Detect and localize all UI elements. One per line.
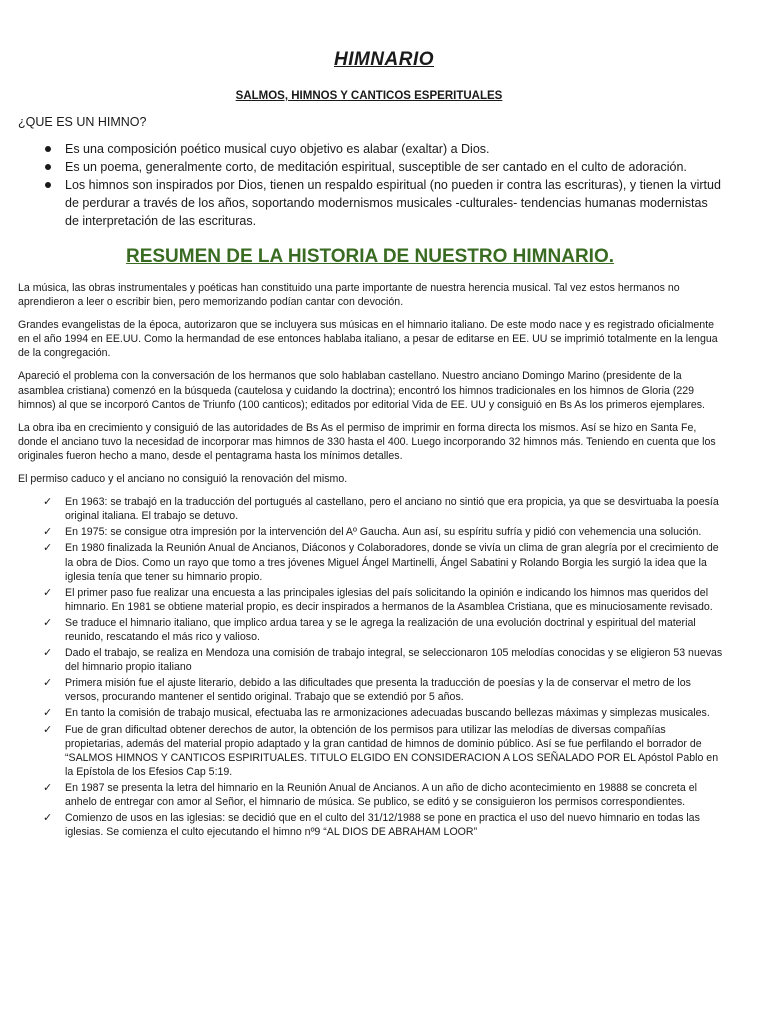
- timeline-item: [18, 586, 723, 614]
- timeline-text: En 1987 se presenta la letra del himnario en la Reunión Anual de Ancianos. A un año de dicho acontecimiento en 19888 se concreta el anhelo de entregar con amor al Señor, el himnario de música. Se publico, se editó y se consiguieron los permisos correspondientes.: [65, 781, 697, 808]
- history-paragraph: Grandes evangelistas de la época, autorizaron que se incluyera sus músicas en el himnario italiano. De este modo nace y es registrado oficialmente en el año 1994 en EE.UU. Como la hermandad de ese entonces hablaba italiano, a pesar de editarse en EE. UU se imprimió totalmente en la lengua de la congregación.: [18, 319, 718, 360]
- check-mark-icon: ✓: [43, 616, 53, 629]
- history-paragraph: Apareció el problema con la conversación de los hermanos que solo hablaban castellano. Nuestro anciano Domingo Marino (presidente de la asamblea cristiana) comenzó en la búsqueda (cautelosa y cuidando la doctrina); encontró los himnos tradicionales en los himnos de Gloria (229 himnos) al que se incorporó Cantos de Triunfo (100 canticos); editados por editorial Vida de EE. UU y consiguió en Bs As los primeros ejemplares.: [18, 370, 705, 411]
- timeline-text: En 1980 finalizada la Reunión Anual de Ancianos, Diáconos y Colaboradores, donde se vivía un clima de gran alegría por el crecimiento de la obra de Dios. Como un rayo que tomo a tres jóvenes Miguel Ángel Martinelli, Ángel Sabatini y Rolando Borgia les surgió la idea que la iglesia tenía que tener su himnario propio.: [65, 542, 719, 583]
- check-mark-icon: ✓: [43, 586, 53, 599]
- bullet-icon: [45, 182, 51, 188]
- check-mark-icon: ✓: [43, 812, 53, 825]
- check-mark-icon: ✓: [43, 542, 53, 555]
- timeline-text: En tanto la comisión de trabajo musical, efectuaba las re armonizaciones adecuadas buscando bellezas máximas y simplezas musicales.: [65, 707, 710, 720]
- timeline-text: Se traduce el himnario italiano, que implico ardua tarea y se le agrega la realización de una evolución doctrinal y espiritual del material reunido, rescatando el más rico y valioso.: [65, 616, 696, 643]
- definition-item: [45, 158, 725, 176]
- timeline-text: En 1963: se trabajó en la traducción del portugués al castellano, pero el anciano no sintió que era propicia, ya que se desvirtuaba la poesía original italiana. El trabajo se detuvo.: [65, 496, 719, 523]
- timeline-text: En 1975: se consigue otra impresión por la intervención del Aº Gaucha. Aun así, su espíritu sufría y pidió con vehemencia una solución.: [65, 526, 702, 539]
- check-mark-icon: ✓: [43, 781, 53, 794]
- timeline-text: Comienzo de usos en las iglesias: se decidió que en el culto del 31/12/1988 se pone en practica el uso del nuevo himnario en todas las iglesias. Se comienza el culto ejecutando el himno nº9 “AL DIOS DE ABRAHAM LOOR”: [65, 812, 700, 839]
- definition-item: [45, 140, 725, 158]
- definition-list: [45, 140, 725, 230]
- history-paragraph: La obra iba en crecimiento y consiguió de las autoridades de Bs As el permiso de imprimir en forma directa los mismos. Así se hizo en Santa Fe, donde el anciano tuvo la necesidad de incorporar mas himnos de 330 hasta el 400. Luego incorporando 32 himnos más. Teniendo en cuenta que los originales fueron hecho a mano, desde el pentagrama hasta los mínimos detalles.: [18, 421, 716, 462]
- timeline-item: [18, 723, 723, 779]
- definition-text: Es una composición poético musical cuyo objetivo es alabar (exaltar) a Dios.: [65, 142, 490, 156]
- definition-text: Los himnos son inspirados por Dios, tienen un respaldo espiritual (no pueden ir contra las escrituras), y tienen la virtud de perdurar a través de los años, soportando modernismos musicales -culturales- tendencias humanas modernistas de interpretación de las escrituras.: [65, 178, 721, 228]
- document-subtitle: SALMOS, HIMNOS Y CANTICOS ESPERITUALES: [235, 90, 503, 102]
- definition-text: Es un poema, generalmente corto, de meditación espiritual, susceptible de ser cantado en el culto de adoración.: [65, 160, 687, 174]
- timeline-item: [18, 541, 723, 583]
- check-mark-icon: ✓: [43, 723, 53, 736]
- section-heading: RESUMEN DE LA HISTORIA DE NUESTRO HIMNARIO.: [125, 246, 615, 267]
- check-mark-icon: ✓: [43, 677, 53, 690]
- check-mark-icon: ✓: [43, 707, 53, 720]
- timeline-item: [18, 676, 723, 704]
- history-body: [18, 281, 723, 841]
- timeline-item: [18, 495, 723, 523]
- timeline-item: [18, 706, 723, 720]
- history-paragraph: La música, las obras instrumentales y poéticas han constituido una parte importante de nuestra herencia musical. Tal vez estos hermanos no aprendieron a leer o escribir bien, pero memorizando podían cantar con devoción.: [18, 282, 680, 309]
- timeline-text: Fue de gran dificultad obtener derechos de autor, la obtención de los permisos para utilizar las melodías de diversas compañías propietarias, además del material propio adaptado y la gran cantidad de himnos de dominio público. Así se fue perfilando el borrador de “SALMOS HIMNOS Y CANTICOS ESPIRITUALES. TITULO ELGIDO EN CONSIDERACION A LOS SEÑALADO POR EL Apóstol Pablo en la Epístola de los Efesios Cap 5:19.: [65, 723, 719, 778]
- check-mark-icon: ✓: [43, 526, 53, 539]
- check-mark-icon: ✓: [43, 496, 53, 509]
- history-paragraph: El permiso caduco y el anciano no consiguió la renovación del mismo.: [18, 473, 348, 486]
- question-heading: ¿QUE ES UN HIMNO?: [18, 115, 147, 129]
- bullet-icon: [45, 146, 51, 152]
- timeline-item: [18, 646, 723, 674]
- timeline-text: El primer paso fue realizar una encuesta a las principales iglesias del país solicitando la opinión e indicando los himnos mas queridos del himnario. En 1981 se obtiene material propio, es decir inspirados a hermanos de la Asamblea Cristiana, que es minuciosamente revisado.: [65, 586, 713, 613]
- timeline-text: Primera misión fue el ajuste literario, debido a las dificultades que presenta la traducción de poesías y la de conservar el metro de los versos, procurando mantener el sentido original. Trabajo que se extendió por 5 años.: [65, 677, 691, 704]
- timeline-item: [18, 811, 723, 839]
- definition-item: [45, 176, 725, 230]
- bullet-icon: [45, 164, 51, 170]
- check-mark-icon: ✓: [43, 647, 53, 660]
- timeline-item: [18, 781, 723, 809]
- timeline-item: [18, 525, 723, 539]
- timeline-list: [18, 495, 723, 839]
- timeline-text: Dado el trabajo, se realiza en Mendoza una comisión de trabajo integral, se seleccionaron 105 melodías conocidas y se eligieron 53 nuevas del himnario propio italiano: [65, 647, 723, 674]
- document-title: HIMNARIO: [333, 49, 435, 70]
- timeline-item: [18, 616, 723, 644]
